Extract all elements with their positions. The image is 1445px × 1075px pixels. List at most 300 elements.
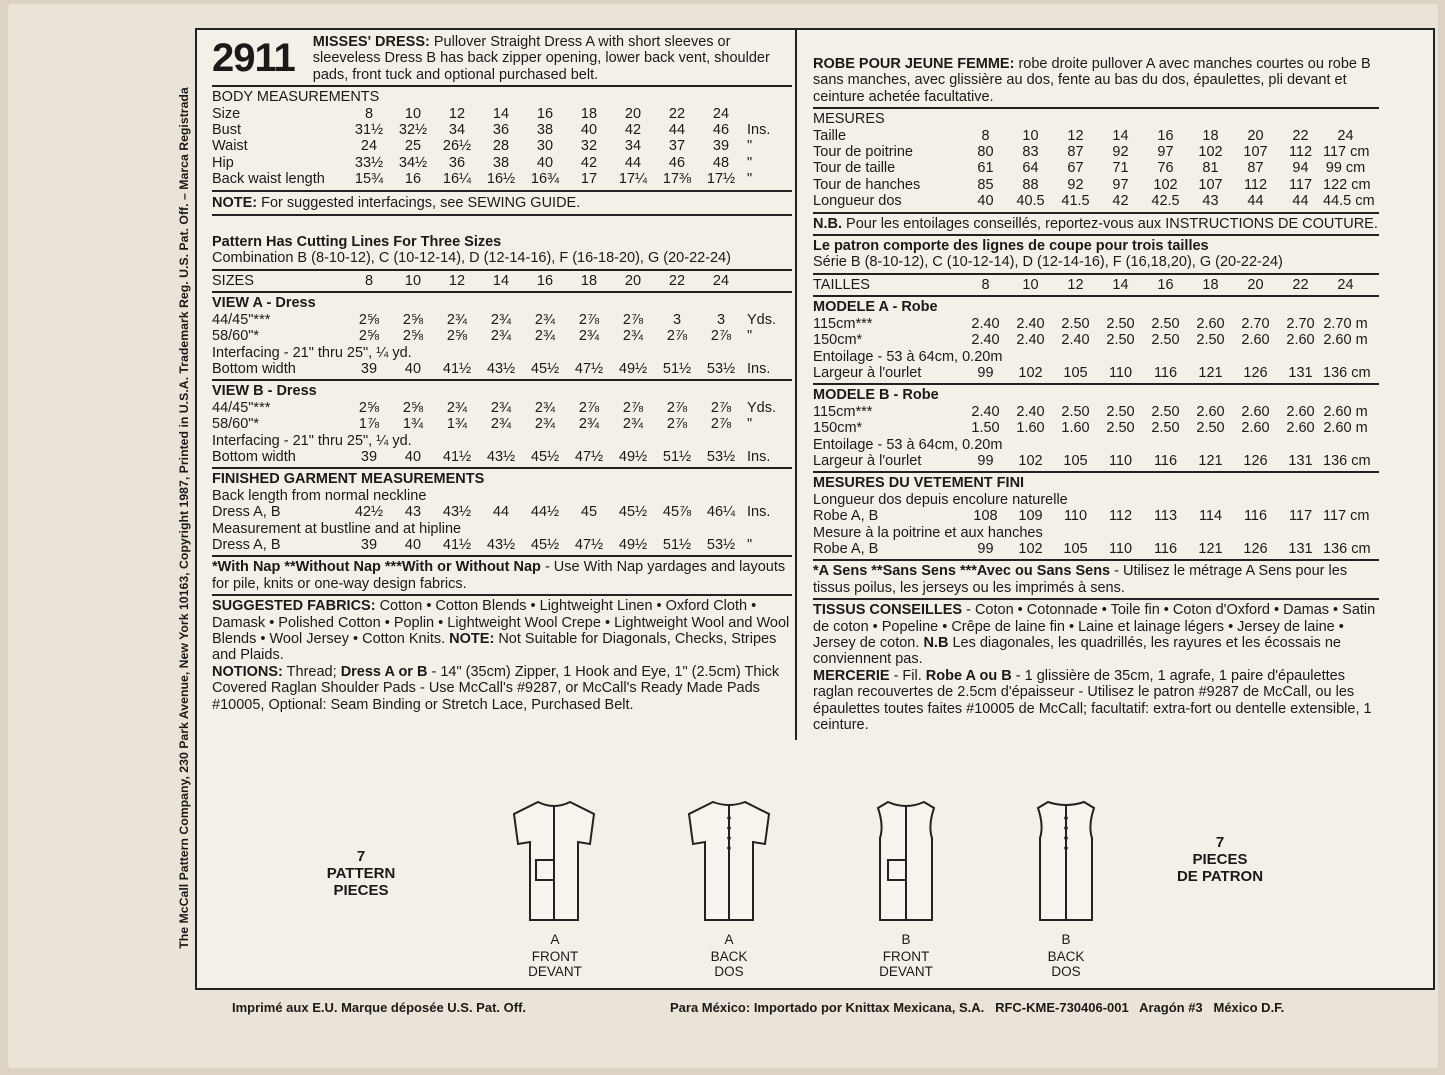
table-cell: 45 [580, 504, 598, 521]
view-b-title: VIEW B - Dress [212, 383, 317, 400]
table-unit: " [747, 171, 753, 188]
table-cell: 2⅞ [622, 311, 644, 328]
pattern-pieces-fr [1165, 834, 1275, 885]
table-row [212, 537, 792, 553]
table-row [813, 437, 1379, 453]
table-cell: 2⅝ [402, 399, 424, 416]
table-cell: 99 [977, 452, 994, 469]
table-cell: 42 [624, 122, 642, 139]
table-cell: 40 [536, 154, 554, 171]
sizes-label: SIZES [212, 272, 254, 289]
table-cell: 25 [404, 138, 422, 155]
table-cell: 20 [1247, 127, 1264, 144]
view-line1: BACK [710, 949, 748, 964]
sens-text: - Utilisez le métrage A Sens pour les tissus poilus, les jerseys ou les imprimés à sens. [813, 563, 1348, 596]
table-cell: 37 [668, 138, 686, 155]
table-cell: 87 [1247, 160, 1264, 177]
row-label: 44/45"*** [212, 311, 271, 328]
row-label: Back waist length [212, 171, 325, 188]
row-label: Tour de taille [813, 160, 896, 177]
table-cell: 64 [1022, 160, 1039, 177]
row-label: 115cm*** [813, 403, 873, 420]
table-cell: 40 [404, 448, 422, 465]
view-letter: A [724, 932, 734, 947]
table-cell: 2.60 m [1323, 332, 1368, 349]
table-cell: 48 [712, 154, 730, 171]
row-label: 44/45"*** [212, 399, 271, 416]
table-cell: 47½ [574, 448, 604, 465]
row-label: Robe A, B [813, 540, 879, 557]
finished-title: FINISHED GARMENT MEASUREMENTS [212, 471, 485, 488]
table-row [212, 328, 792, 344]
view-letter: B [1061, 932, 1071, 947]
table-cell: 43 [404, 504, 422, 521]
table-cell: 47½ [574, 536, 604, 553]
row-label: Entoilage - 53 à 64cm, 0.20m [813, 348, 1003, 365]
table-cell: 2.50 [1151, 315, 1180, 332]
view-line2: DOS [1051, 964, 1081, 979]
table-cell: 2⅞ [666, 328, 688, 345]
fabrics-text: Cotton • Cotton Blends • Lightweight Linen • Oxford Cloth • Damask • Polished Cotton • Poplin • Lightweight Wool Crepe • Lightweight Wool and Wool Blends • Wool Jersey • Cotton Knits. [212, 598, 790, 647]
table-cell: 112 [1243, 176, 1268, 193]
table-cell: 12 [448, 105, 466, 122]
table-row [813, 316, 1379, 332]
table-cell: 34 [624, 138, 642, 155]
table-row [813, 332, 1379, 348]
table-cell: 44 [1247, 193, 1264, 210]
table-cell: 116 [1153, 452, 1178, 469]
table-cell: 1¾ [446, 416, 468, 433]
table-cell: 44 [1292, 193, 1309, 210]
table-cell: 40 [580, 122, 598, 139]
note-text: For suggested interfacings, see SEWING GUIDE. [261, 194, 581, 211]
row-label: Tour de hanches [813, 176, 921, 193]
table-cell: 2.60 [1241, 332, 1270, 349]
size-cell: 10 [404, 272, 422, 289]
body-measurements-table [212, 106, 792, 188]
notions-label: NOTIONS: [212, 663, 283, 680]
table-cell: 2⅝ [402, 311, 424, 328]
table-row [813, 492, 1379, 508]
table-row [212, 155, 792, 171]
view-a-title: VIEW A - Dress [212, 295, 316, 312]
view-b-back-drawing [1030, 798, 1102, 924]
table-cell: 97 [1157, 144, 1174, 161]
table-cell: 112 [1288, 144, 1313, 161]
row-label: Largeur à l'ourlet [813, 364, 922, 381]
table-cell: 102 [1198, 144, 1223, 161]
table-cell: 2¾ [490, 416, 512, 433]
table-row [212, 400, 792, 416]
table-cell: 3 [716, 311, 726, 328]
table-cell: 2¾ [578, 416, 600, 433]
view-line2: DEVANT [879, 964, 933, 979]
table-cell: 2.50 [1151, 420, 1180, 437]
table-row [813, 365, 1379, 381]
row-label: Longueur dos [813, 193, 902, 210]
table-cell: 81 [1202, 160, 1219, 177]
sizes-header [813, 277, 1379, 293]
dress-title: MISSES' DRESS: [312, 34, 430, 50]
table-unit: " [747, 536, 753, 553]
row-label: Dress A, B [212, 536, 281, 553]
size-cell: 14 [492, 272, 510, 289]
vetement-fini-title: MESURES DU VETEMENT FINI [813, 475, 1025, 492]
table-row [813, 128, 1379, 144]
mesures-heading: MESURES [813, 111, 885, 128]
pieces-line2-fr: DE PATRON [1176, 868, 1264, 885]
table-cell: 2.50 [1196, 420, 1225, 437]
table-cell: 2⅞ [666, 416, 688, 433]
table-cell: 126 [1243, 540, 1268, 557]
table-unit: Ins. [747, 360, 771, 377]
table-cell: 2⅞ [710, 399, 732, 416]
table-cell: 117 cm [1323, 508, 1370, 525]
table-cell: 43 [1202, 193, 1219, 210]
table-cell: 33½ [354, 154, 384, 171]
notions-label-2: Dress A or B [340, 663, 428, 680]
table-cell: 116 [1153, 540, 1178, 557]
table-cell: 105 [1063, 540, 1088, 557]
table-cell: 2⅝ [402, 328, 424, 345]
table-cell: 30 [536, 138, 554, 155]
footer-left: Imprimé aux E.U. Marque déposée U.S. Pat. Off. [232, 1000, 527, 1015]
table-cell: 51½ [662, 360, 692, 377]
table-cell: 110 [1108, 540, 1133, 557]
table-cell: 110 [1108, 452, 1133, 469]
table-cell: 17⅜ [662, 171, 692, 188]
view-a-back-drawing [683, 798, 775, 924]
side-copyright-text: The McCall Pattern Company, 230 Park Avenue, New York 10163, Copyright 1987, Printed in U.S.A. Trademark Reg. U.S. Pat. Off. – Marca Registrada [177, 87, 191, 949]
coupe-title: Le patron comporte des lignes de coupe pour trois tailles [813, 238, 1209, 255]
table-cell: 16¼ [442, 171, 472, 188]
table-cell: 94 [1292, 160, 1309, 177]
french-column [813, 34, 1379, 733]
table-cell: 136 cm [1323, 540, 1371, 557]
table-cell: 17¼ [618, 171, 648, 188]
sizes-header [212, 273, 792, 289]
table-row [813, 349, 1379, 365]
dress-description: Pullover Straight Dress A with short sleeves or sleeveless Dress B has back zipper opening, lower back vent, shoulder pads, front tuck and optional purchased belt. [312, 34, 770, 83]
tissus-label: TISSUS CONSEILLES [813, 602, 963, 619]
table-unit: Ins. [747, 122, 771, 139]
notions-text-1: Thread; [286, 663, 337, 680]
sens-key: *A Sens **Sans Sens ***Avec ou Sans Sens [813, 563, 1111, 580]
table-cell: 44.5 cm [1323, 193, 1375, 210]
table-row [212, 312, 792, 328]
table-cell: 2¾ [622, 416, 644, 433]
table-cell: 136 cm [1323, 364, 1371, 381]
row-label: 150cm* [813, 332, 863, 349]
table-cell: 2⅝ [358, 328, 380, 345]
table-cell: 49½ [618, 448, 648, 465]
table-cell: 2.70 [1241, 315, 1270, 332]
table-cell: 102 [1018, 540, 1043, 557]
table-cell: 97 [1112, 176, 1129, 193]
vetement-fini-table [813, 492, 1379, 558]
table-cell: 41½ [442, 360, 472, 377]
table-cell: 42.5 [1151, 193, 1180, 210]
table-cell: 131 [1288, 540, 1313, 557]
nap-text: - Use With Nap yardages and layouts for pile, knits or one-way design fabrics. [212, 559, 786, 592]
table-cell: 53½ [706, 536, 736, 553]
table-cell: 107 [1198, 176, 1223, 193]
table-cell: 2⅝ [446, 328, 468, 345]
size-cell: 18 [580, 272, 598, 289]
table-unit: " [747, 328, 753, 345]
pieces-line2-en: PIECES [333, 882, 389, 899]
table-cell: 40 [404, 536, 422, 553]
table-cell: 2⅝ [358, 399, 380, 416]
table-cell: 12 [1067, 127, 1084, 144]
table-cell: 117 [1288, 176, 1313, 193]
pieces-line1-en: PATTERN [326, 865, 396, 882]
table-cell: 2.50 [1061, 315, 1090, 332]
table-cell: 2.40 [1016, 403, 1045, 420]
view-a-table [212, 312, 792, 378]
table-cell: 43½ [486, 536, 516, 553]
table-cell: 41.5 [1061, 193, 1090, 210]
table-row [212, 361, 792, 377]
table-cell: 2.50 [1061, 403, 1090, 420]
table-cell: 88 [1022, 176, 1039, 193]
table-cell: 121 [1198, 452, 1223, 469]
row-label: 150cm* [813, 420, 863, 437]
table-cell: 10 [1022, 127, 1039, 144]
table-cell: 131 [1288, 452, 1313, 469]
table-unit: Ins. [747, 448, 771, 465]
table-unit: Yds. [747, 311, 777, 328]
table-cell: 16¾ [530, 171, 560, 188]
table-cell: 102 [1018, 452, 1043, 469]
table-cell: 131 [1288, 364, 1313, 381]
table-cell: 2⅝ [358, 311, 380, 328]
table-row [212, 106, 792, 122]
table-cell: 22 [1292, 127, 1309, 144]
table-cell: 2¾ [490, 311, 512, 328]
table-row [212, 416, 792, 432]
modele-a-title: MODELE A - Robe [813, 299, 938, 316]
table-cell: 136 cm [1323, 452, 1371, 469]
table-cell: 46 [712, 122, 730, 139]
row-label: Mesure à la poitrine et aux hanches [813, 524, 1043, 541]
table-cell: 110 [1108, 364, 1133, 381]
table-cell: 32 [580, 138, 598, 155]
table-cell: 1⅞ [358, 416, 380, 433]
table-cell: 16 [1157, 127, 1174, 144]
table-cell: 110 [1063, 508, 1088, 525]
table-row [212, 488, 792, 504]
table-cell: 2¾ [534, 311, 556, 328]
row-label: Hip [212, 154, 234, 171]
table-cell: 22 [668, 105, 686, 122]
size-cell: 16 [1157, 276, 1174, 293]
size-cell: 24 [1337, 276, 1354, 293]
table-cell: 2.50 [1151, 332, 1180, 349]
mercerie-text-2: - 1 glissière de 35cm, 1 agrafe, 1 paire d'épaulettes raglan recouvertes de 2.5cm d'épaisseur - Utilisez le patron #9287 de McCall, ou les épaulettes toutes faites #10005 de McCall; facultatif: extra-fort ou dentelle extensible, 1 ceinture. [813, 667, 1372, 734]
row-label: Dress A, B [212, 504, 281, 521]
row-label: 58/60"* [212, 328, 260, 345]
row-label: Bottom width [212, 360, 296, 377]
table-cell: 34½ [398, 154, 428, 171]
size-cell: 14 [1112, 276, 1129, 293]
row-label: Robe A, B [813, 508, 879, 525]
table-cell: 2⅞ [710, 416, 732, 433]
table-cell: 43½ [442, 504, 472, 521]
table-row [813, 160, 1379, 176]
table-cell: 71 [1112, 160, 1129, 177]
row-label: Longueur dos depuis encolure naturelle [813, 491, 1068, 508]
table-cell: 40 [977, 193, 994, 210]
table-cell: 99 cm [1325, 160, 1366, 177]
table-cell: 2¾ [578, 328, 600, 345]
pieces-count-fr: 7 [1215, 834, 1225, 851]
view-line2: DOS [714, 964, 744, 979]
table-cell: 87 [1067, 144, 1084, 161]
table-cell: 14 [1112, 127, 1129, 144]
table-cell: 53½ [706, 448, 736, 465]
table-row [212, 521, 792, 537]
table-cell: 2.60 [1241, 420, 1270, 437]
table-cell: 80 [977, 144, 994, 161]
table-cell: 28 [492, 138, 510, 155]
size-cell: 8 [981, 276, 990, 293]
table-cell: 2⅞ [622, 399, 644, 416]
table-cell: 17½ [706, 171, 736, 188]
table-cell: 2¾ [446, 311, 468, 328]
fabrics-label: SUGGESTED FABRICS: [212, 598, 376, 615]
table-cell: 76 [1157, 160, 1174, 177]
table-cell: 46¼ [706, 504, 736, 521]
column-divider [795, 30, 797, 740]
table-cell: 51½ [662, 448, 692, 465]
table-cell: 31½ [354, 122, 384, 139]
table-cell: 17 [580, 171, 598, 188]
table-cell: 2⅞ [710, 328, 732, 345]
table-cell: 15¾ [354, 171, 384, 188]
table-cell: 2¾ [490, 399, 512, 416]
intro [212, 34, 792, 83]
table-cell: 85 [977, 176, 994, 193]
table-cell: 45½ [618, 504, 648, 521]
table-cell: 46 [668, 154, 686, 171]
row-label: Interfacing - 21" thru 25", ¼ yd. [212, 432, 412, 449]
table-cell: 122 cm [1323, 176, 1371, 193]
table-cell: 2¾ [446, 399, 468, 416]
pattern-pieces-en [316, 848, 406, 899]
view-label-b-front [871, 932, 941, 979]
side-copyright [172, 40, 194, 996]
table-cell: 41½ [442, 448, 472, 465]
size-cell: 10 [1022, 276, 1039, 293]
table-row [212, 504, 792, 520]
fabrics-note-label: NOTE: [449, 631, 495, 647]
table-cell: 2.70 [1286, 315, 1315, 332]
table-cell: 16 [536, 105, 554, 122]
table-cell: 42 [1112, 193, 1129, 210]
table-cell: 18 [580, 105, 598, 122]
table-cell: 16½ [486, 171, 516, 188]
size-cell: 16 [536, 272, 554, 289]
table-cell: 117 cm [1323, 144, 1370, 161]
table-cell: 26½ [442, 138, 472, 155]
table-cell: 47½ [574, 360, 604, 377]
table-cell: 126 [1243, 364, 1268, 381]
table-row [813, 508, 1379, 524]
table-cell: 2.60 [1286, 332, 1315, 349]
size-cell: 12 [1067, 276, 1084, 293]
table-cell: 102 [1018, 364, 1043, 381]
table-cell: 39 [360, 536, 378, 553]
size-cell: 8 [364, 272, 374, 289]
modele-b-title: MODELE B - Robe [813, 387, 939, 404]
table-row [212, 433, 792, 449]
english-column [212, 34, 792, 713]
table-row [212, 449, 792, 465]
table-cell: 40.5 [1016, 193, 1045, 210]
table-cell: 42½ [354, 504, 384, 521]
table-cell: 1.60 [1061, 420, 1090, 437]
view-b-table [212, 400, 792, 466]
size-cell: 12 [448, 272, 466, 289]
view-label-a-back [694, 932, 764, 979]
table-cell: 2.60 [1196, 403, 1225, 420]
size-cell: 18 [1202, 276, 1219, 293]
table-cell: 1¾ [402, 416, 424, 433]
table-cell: 39 [360, 448, 378, 465]
mercerie-label-2: Robe A ou B [925, 667, 1012, 684]
pattern-number: 2911 [212, 36, 295, 80]
table-cell: 34 [448, 122, 466, 139]
table-row [212, 122, 792, 138]
table-row [813, 525, 1379, 541]
size-cell: 24 [712, 272, 730, 289]
nb-label: N.B. [813, 215, 842, 232]
table-cell: 3 [672, 311, 682, 328]
table-cell: 51½ [662, 536, 692, 553]
coupe-text: Série B (8-10-12), C (10-12-14), D (12-14-16), F (16,18,20), G (20-22-24) [813, 254, 1283, 271]
table-cell: 8 [364, 105, 374, 122]
table-cell: 44 [492, 504, 510, 521]
table-cell: 2.70 m [1323, 315, 1368, 332]
table-cell: 2.60 [1241, 403, 1270, 420]
table-row [813, 144, 1379, 160]
table-cell: 121 [1198, 364, 1223, 381]
row-label: Measurement at bustline and at hipline [212, 520, 462, 537]
view-letter: B [901, 932, 911, 947]
table-cell: 2¾ [622, 328, 644, 345]
table-row [813, 453, 1379, 469]
view-line1: BACK [1047, 949, 1085, 964]
table-cell: 40 [404, 360, 422, 377]
row-label: Waist [212, 138, 248, 155]
table-cell: 121 [1198, 540, 1223, 557]
table-cell: 49½ [618, 360, 648, 377]
table-row [212, 138, 792, 154]
table-cell: 2.50 [1196, 332, 1225, 349]
table-cell: 24 [712, 105, 730, 122]
view-letter: A [550, 932, 560, 947]
body-heading: BODY MEASUREMENTS [212, 89, 380, 106]
table-cell: 2⅞ [666, 399, 688, 416]
row-label: Entoilage - 53 à 64cm, 0.20m [813, 436, 1003, 453]
table-cell: 99 [977, 540, 994, 557]
robe-title: ROBE POUR JEUNE FEMME: [813, 56, 1015, 72]
sizes-row [212, 273, 792, 289]
table-cell: 45½ [530, 360, 560, 377]
size-cell: 20 [1247, 276, 1264, 293]
tissus-text: - Coton • Cotonnade • Toile fin • Coton d'Oxford • Damas • Satin de coton • Popeline • Crêpe de laine fin • Laine et lainage légers • Jersey de laine • Jersey de coton. [813, 602, 1376, 651]
